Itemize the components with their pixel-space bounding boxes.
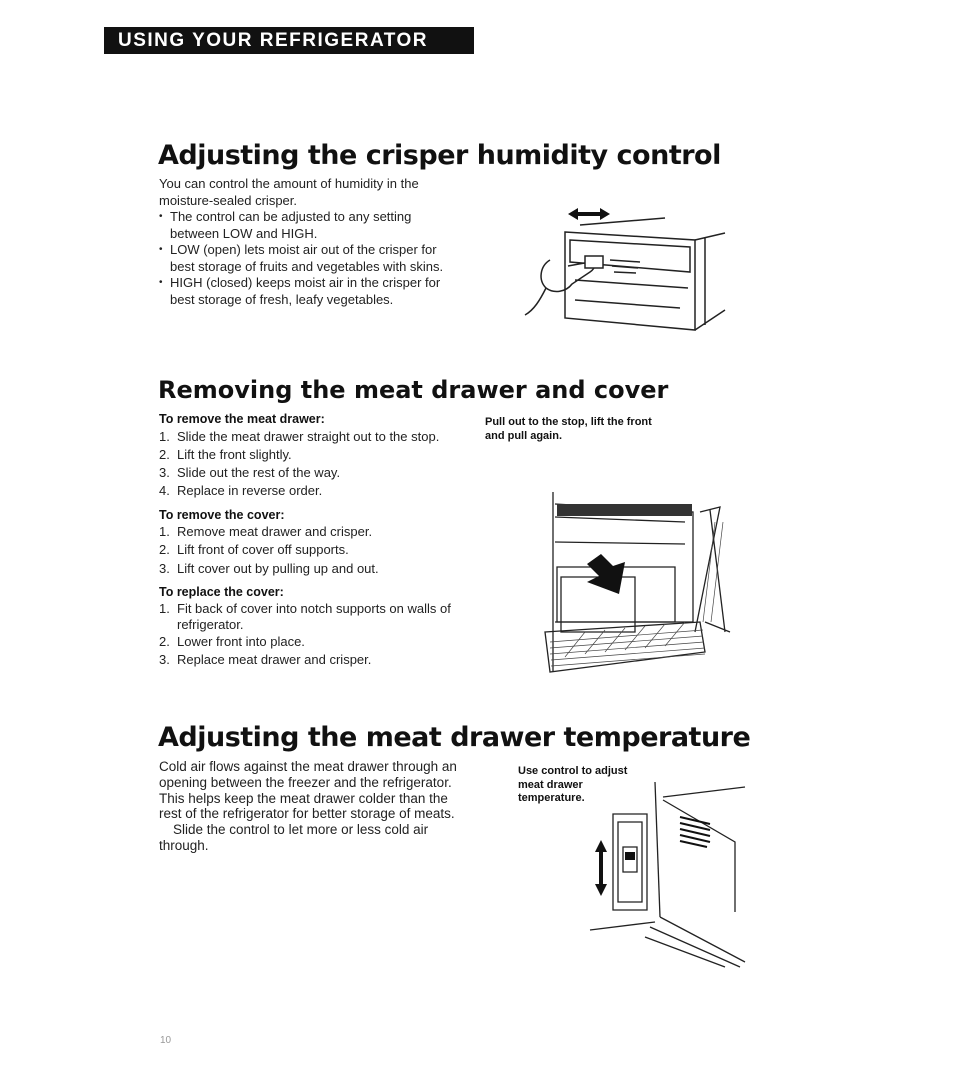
replace-cover-steps [159,601,469,670]
page-number: 10 [160,1035,172,1046]
list-item: 3. Slide out the rest of the way. [159,465,341,481]
crisper-title: Adjusting the crisper humidity control [158,140,721,171]
crisper-bullet-3: • HIGH (closed) keeps moist air in the crisper for best storage of fresh, leafy vegetables. [159,275,459,308]
meat-drawer-text [159,411,469,669]
list-item: 3. Replace meat drawer and crisper. [159,651,372,667]
crisper-control-illustration [520,200,730,335]
meat-drawer-illustration [525,482,735,682]
crisper-intro: You can control the amount of humidity in the moisture-sealed crisper. [159,176,419,208]
remove-drawer-heading: To remove the meat drawer: [159,412,325,426]
temperature-control-illustration [585,772,750,972]
list-item: 1. Remove meat drawer and crisper. [159,524,373,540]
list-item: 2. Lift the front slightly. [159,446,292,462]
remove-drawer-steps [159,428,469,501]
list-item: 1. Fit back of cover into notch supports on walls of refrigerator. [159,600,451,632]
remove-cover-steps [159,523,469,578]
list-item: 3. Lift cover out by pulling up and out. [159,560,379,576]
temperature-text [159,759,459,854]
remove-cover-heading: To remove the cover: [159,507,285,522]
list-item: 2. Lower front into place. [159,633,305,649]
crisper-bullet-1: • The control can be adjusted to any setting between LOW and HIGH. [159,209,459,242]
crisper-bullet-2: • LOW (open) lets moist air out of the crisper for best storage of fruits and vegetables with skins. [159,242,459,275]
crisper-text [159,176,459,308]
list-item: 2. Lift front of cover off supports. [159,542,349,558]
temperature-para-1: Cold air flows against the meat drawer through an opening between the freezer and the refrigerator. This helps keep the meat drawer colder than the rest of the refrigerator for better storage of meats. [159,759,457,822]
meat-drawer-title: Removing the meat drawer and cover [158,376,669,404]
temperature-caption: Use control to adjust meat drawer temperature. [518,765,628,804]
temperature-title: Adjusting the meat drawer temperature [158,722,751,753]
temperature-para-2: Slide the control to let more or less cold air through. [159,822,429,853]
meat-drawer-caption: Pull out to the stop, lift the front and pull again. [485,416,652,442]
list-item: 4. Replace in reverse order. [159,483,323,499]
section-banner: USING YOUR REFRIGERATOR [104,27,474,54]
list-item: 1. Slide the meat drawer straight out to the stop. [159,428,440,444]
replace-cover-heading: To replace the cover: [159,585,284,600]
